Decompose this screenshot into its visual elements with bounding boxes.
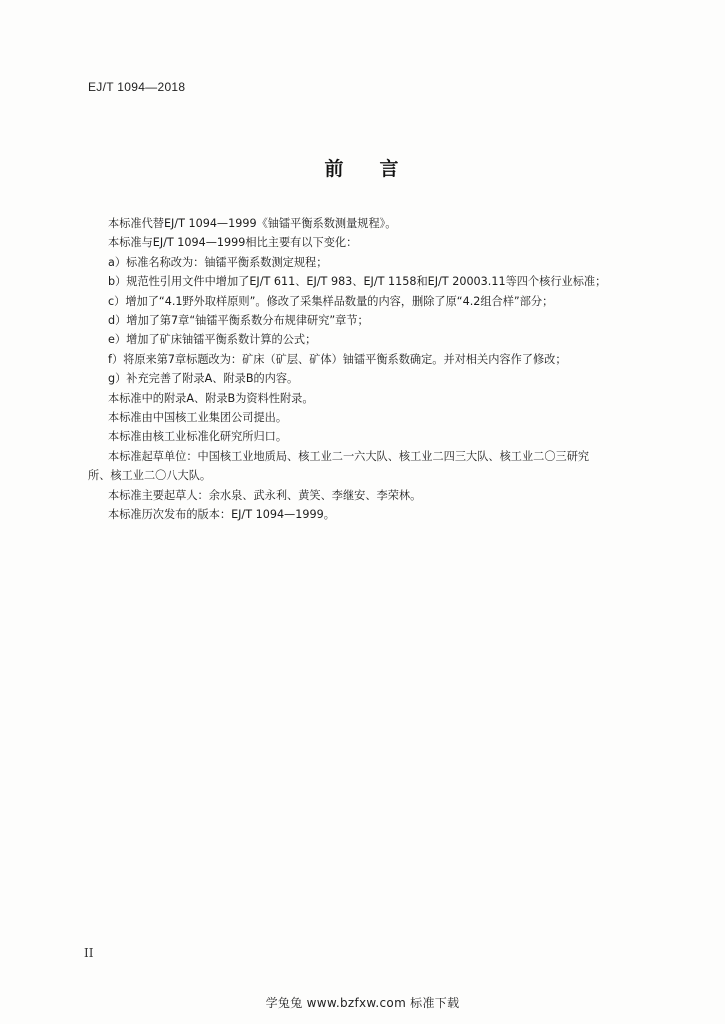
- paragraph: 本标准由中国核工业集团公司提出。: [108, 411, 288, 425]
- paragraph: 本标准由核工业标准化研究所归口。: [108, 430, 288, 444]
- page-number: II: [84, 946, 94, 960]
- footer-watermark: 学兔兔 www.bzfxw.com 标准下载: [265, 996, 460, 1010]
- paragraph: 本标准代替EJ/T 1094—1999《铀镭平衡系数测量规程》。: [108, 217, 397, 230]
- standard-code: EJ/T 1094—2018: [88, 80, 186, 94]
- title-char-1: 前: [324, 158, 346, 180]
- list-item: g）补充完善了附录A、附录B的内容。: [108, 372, 299, 386]
- list-item: a）标准名称改为：铀镭平衡系数测定规程；: [108, 255, 328, 269]
- paragraph: 本标准中的附录A、附录B为资料性附录。: [108, 391, 314, 405]
- list-item: e）增加了矿床铀镭平衡系数计算的公式；: [108, 333, 317, 347]
- list-item: f）将原来第7章标题改为：矿床（矿层、矿体）铀镭平衡系数确定。并对相关内容作了修改；: [108, 352, 567, 366]
- list-item: c）增加了“4.1野外取样原则”。修改了采集样品数量的内容，删除了原“4.2组合样”部分；: [108, 294, 554, 308]
- list-item: d）增加了第7章“铀镭平衡系数分布规律研究”章节；: [108, 314, 369, 328]
- paragraph: 本标准历次发布的版本：EJ/T 1094—1999。: [108, 508, 335, 522]
- paragraph: 本标准起草单位：中国核工业地质局、核工业二一六大队、核工业二四三大队、核工业二〇三研究: [108, 449, 590, 463]
- title-char-2: 言: [379, 158, 401, 180]
- foreword-body: [88, 214, 668, 525]
- paragraph-continuation: 所、核工业二〇八大队。: [88, 469, 212, 483]
- paragraph: 本标准主要起草人：余水泉、武永利、黄笑、李继安、李荣林。: [108, 488, 422, 502]
- paragraph: 本标准与EJ/T 1094—1999相比主要有以下变化：: [108, 236, 358, 250]
- list-item: b）规范性引用文件中增加了EJ/T 611、EJ/T 983、EJ/T 1158和EJ/T 20003.11等四个核行业标准；: [108, 275, 607, 289]
- page-title: [0, 154, 725, 181]
